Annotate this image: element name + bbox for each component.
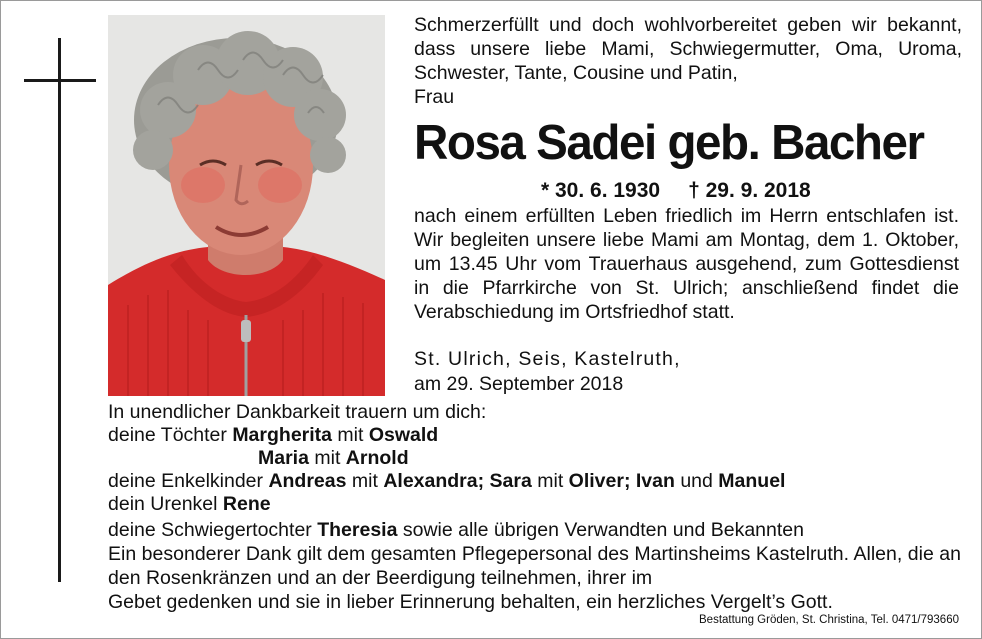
mourners-heading: In unendlicher Dankbarkeit trauern um dich:: [108, 401, 487, 423]
with-word: mit: [332, 424, 369, 446]
thanks-text: Ein besonderer Dank gilt dem gesamten Pflegepersonal des Martinsheims Kastelruth. Allen, die an den Rosenkränzen und an der Beerdigung teilnehmen, ihrer im: [108, 543, 961, 589]
cross-horizontal-bar: [24, 79, 96, 82]
portrait-illustration: [108, 15, 385, 396]
daughter-in-law-name: Theresia: [317, 519, 398, 541]
great-grandchild-prefix: dein Urenkel: [108, 493, 223, 515]
daughter-name: Maria: [258, 447, 309, 469]
spouse-name: Oswald: [368, 424, 439, 446]
intro-text: Schmerzerfüllt und doch wohlvorbereitet geben wir bekannt, dass unsere liebe Mami, Schwiegermutter, Oma, Uroma, Schwester, Tante, Cousine und Patin,: [414, 14, 962, 84]
mourners-great-grandchild: [108, 493, 963, 516]
death-date: † 29. 9. 2018: [688, 179, 811, 202]
grandchild-name: Manuel: [718, 470, 786, 492]
partner-name: Alexandra;: [383, 470, 485, 492]
relatives-text: sowie alle übrigen Verwandten und Bekannten: [397, 519, 804, 541]
notice-date: am 29. September 2018: [414, 373, 624, 395]
daughter-in-law-prefix: deine Schwiegertochter: [108, 519, 318, 541]
cross-vertical-bar: [58, 38, 61, 582]
intro-salutation: Frau: [414, 86, 455, 108]
great-grandchild-name: Rene: [222, 493, 271, 515]
partner-name: Oliver;: [568, 470, 631, 492]
daughters-prefix: deine Töchter: [108, 424, 233, 446]
grandchild-name: Andreas: [268, 470, 347, 492]
mourners-daughters-1: [108, 424, 963, 447]
funeral-home-credit: Bestattung Gröden, St. Christina, Tel. 0471/793660: [699, 614, 959, 626]
with-word: mit: [346, 470, 384, 492]
with-word: mit: [308, 447, 346, 469]
thanks-closing: Gebet gedenken und sie in lieber Erinnerung behalten, ein herzliches Vergelt’s Gott.: [108, 591, 833, 613]
spouse-name: Arnold: [345, 447, 409, 469]
deceased-name: Rosa Sadei geb. Bacher: [414, 116, 924, 170]
grandchildren-prefix: deine Enkelkinder: [108, 470, 269, 492]
birth-date: * 30. 6. 1930: [541, 179, 661, 202]
and-word: und: [674, 470, 719, 492]
mourners-grandchildren: [108, 470, 963, 493]
mourners-daughters-2: [108, 447, 963, 470]
with-word: mit: [531, 470, 569, 492]
mourners-daughter-in-law: [108, 518, 804, 542]
grandchild-name: Sara: [489, 470, 532, 492]
funeral-details: nach einem erfüllten Leben friedlich im Herrn entschlafen ist. Wir begleiten unsere liebe Mami am Montag, dem 1. Oktober, um 13.45 Uhr vom Trauerhaus ausgehend, zum Gottesdienst in die Pfarrkirche von St. Ulrich; anschließend findet die Verabschiedung im Ortsfriedhof statt.: [414, 205, 959, 323]
mourners-list: [108, 401, 963, 516]
grandchild-name: Ivan: [635, 470, 675, 492]
daughter-name: Margherita: [232, 424, 333, 446]
portrait-photo: [108, 15, 385, 396]
place-line: St. Ulrich, Seis, Kastelruth,: [414, 348, 681, 370]
life-dates: [541, 177, 811, 205]
